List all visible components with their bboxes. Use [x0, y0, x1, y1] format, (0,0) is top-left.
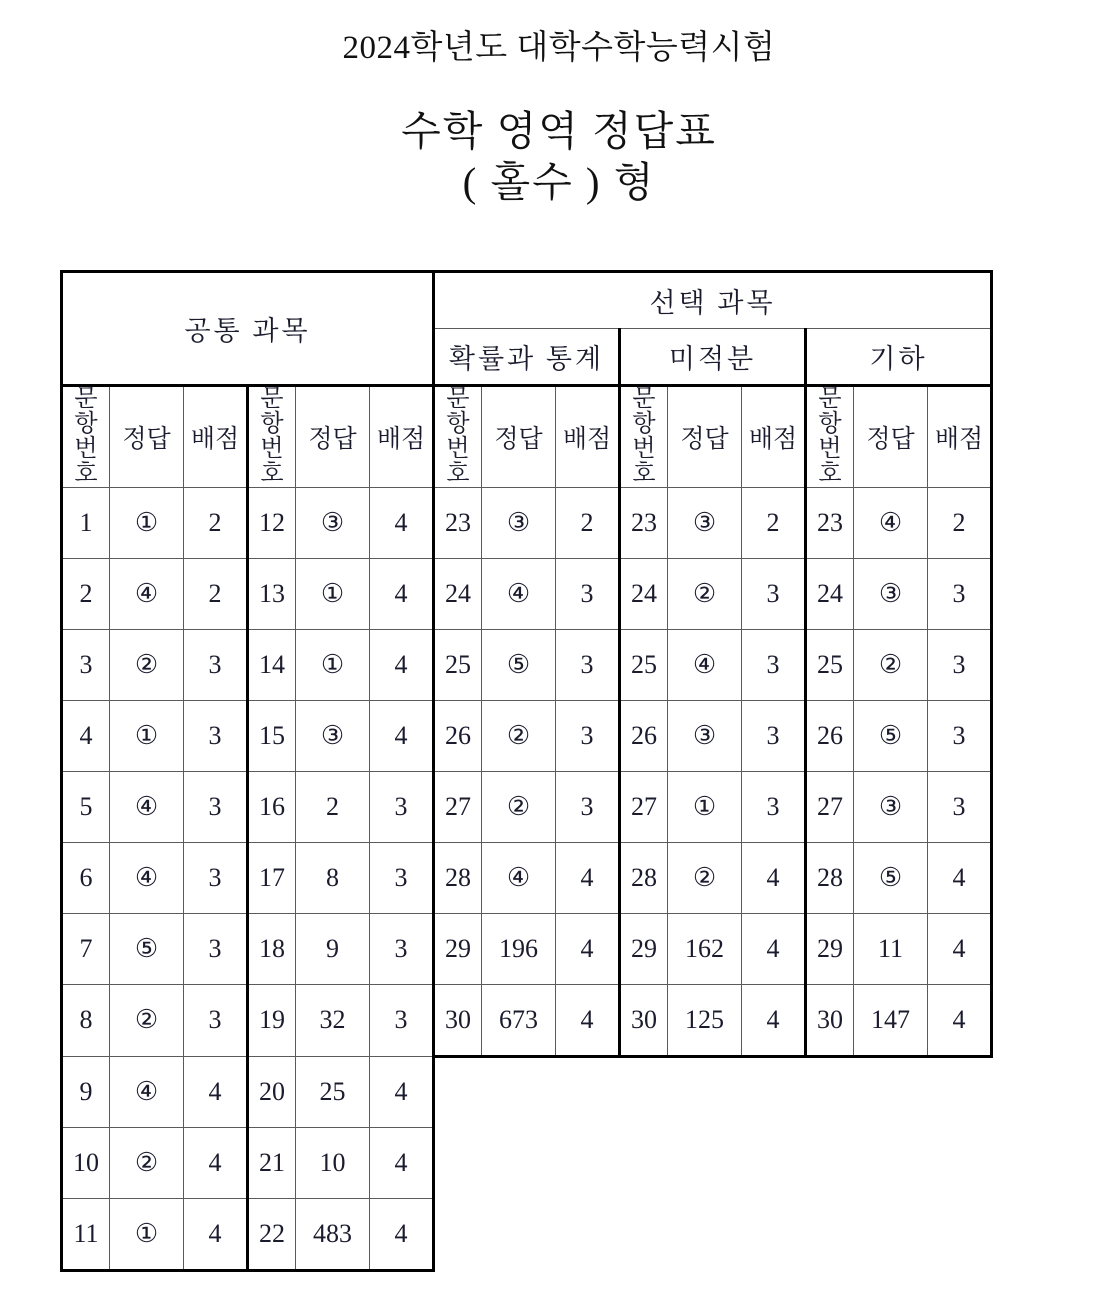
table-row	[62, 487, 992, 558]
col-header-points-calculus: 배점	[742, 386, 806, 488]
cell-question-number: 29	[620, 913, 668, 984]
cell-answer: 673	[482, 984, 556, 1056]
cell-question-number: 13	[248, 558, 296, 629]
subject-header-probability-statistics: 확률과 통계	[434, 329, 620, 386]
cell-question-number: 27	[434, 771, 482, 842]
group-header-row	[62, 272, 992, 329]
cell-points: 2	[742, 487, 806, 558]
empty-filler-area	[434, 1127, 992, 1198]
cell-question-number: 26	[806, 700, 854, 771]
title-block	[0, 0, 1118, 209]
cell-points: 4	[556, 984, 620, 1056]
cell-question-number: 24	[434, 558, 482, 629]
cell-points: 3	[370, 842, 434, 913]
cell-question-number: 10	[62, 1127, 110, 1198]
col-header-line1: 문항	[446, 386, 470, 437]
cell-points: 4	[742, 984, 806, 1056]
col-header-question-number-geometry	[806, 386, 854, 488]
cell-question-number: 28	[806, 842, 854, 913]
cell-points: 2	[184, 487, 248, 558]
cell-answer: ③	[668, 700, 742, 771]
col-header-points-common-b: 배점	[370, 386, 434, 488]
common-subject-group-header: 공통 과목	[62, 272, 434, 386]
cell-question-number: 26	[620, 700, 668, 771]
cell-points: 3	[184, 913, 248, 984]
cell-answer: 10	[296, 1127, 370, 1198]
cell-answer: ④	[668, 629, 742, 700]
cell-question-number: 9	[62, 1056, 110, 1127]
col-header-line1: 문항	[74, 386, 98, 437]
cell-points: 4	[556, 842, 620, 913]
cell-answer: ③	[296, 487, 370, 558]
table-row	[62, 984, 992, 1056]
cell-question-number: 29	[806, 913, 854, 984]
cell-points: 4	[184, 1127, 248, 1198]
cell-points: 4	[370, 1056, 434, 1127]
cell-answer: ⑤	[854, 700, 928, 771]
table-row	[62, 1127, 992, 1198]
col-header-question-number-common-a	[62, 386, 110, 488]
subject-header-geometry: 기하	[806, 329, 992, 386]
cell-points: 3	[184, 771, 248, 842]
cell-question-number: 28	[434, 842, 482, 913]
col-header-question-number-calculus	[620, 386, 668, 488]
cell-points: 4	[928, 984, 992, 1056]
exam-year-title: 2024학년도 대학수학능력시험	[342, 30, 776, 66]
cell-points: 3	[556, 700, 620, 771]
col-header-answer-common-a: 정답	[110, 386, 184, 488]
cell-answer: 125	[668, 984, 742, 1056]
col-header-answer-common-b: 정답	[296, 386, 370, 488]
cell-points: 4	[370, 487, 434, 558]
cell-answer: 162	[668, 913, 742, 984]
cell-points: 4	[184, 1056, 248, 1127]
cell-question-number: 6	[62, 842, 110, 913]
cell-answer: ①	[110, 700, 184, 771]
cell-points: 2	[928, 487, 992, 558]
cell-question-number: 30	[434, 984, 482, 1056]
cell-question-number: 17	[248, 842, 296, 913]
cell-points: 3	[742, 700, 806, 771]
col-header-line2: 번호	[632, 435, 656, 487]
cell-question-number: 30	[620, 984, 668, 1056]
cell-answer: 25	[296, 1056, 370, 1127]
table-row	[62, 629, 992, 700]
cell-answer: ②	[668, 842, 742, 913]
cell-points: 4	[370, 1127, 434, 1198]
cell-question-number: 21	[248, 1127, 296, 1198]
cell-question-number: 25	[806, 629, 854, 700]
cell-question-number: 2	[62, 558, 110, 629]
col-header-line1: 문항	[632, 386, 656, 437]
cell-answer: 11	[854, 913, 928, 984]
empty-filler-area	[434, 1198, 992, 1270]
cell-points: 4	[370, 1198, 434, 1270]
table-row	[62, 1056, 992, 1127]
col-header-points-probability: 배점	[556, 386, 620, 488]
cell-answer: ②	[110, 1127, 184, 1198]
cell-answer: ④	[110, 771, 184, 842]
col-header-question-number-probability	[434, 386, 482, 488]
col-header-answer-probability: 정답	[482, 386, 556, 488]
cell-answer: ①	[296, 629, 370, 700]
cell-points: 4	[184, 1198, 248, 1270]
col-header-line2: 번호	[818, 435, 842, 487]
cell-question-number: 14	[248, 629, 296, 700]
cell-question-number: 27	[620, 771, 668, 842]
cell-question-number: 19	[248, 984, 296, 1056]
cell-question-number: 28	[620, 842, 668, 913]
col-header-line2: 번호	[260, 435, 284, 487]
cell-points: 3	[184, 984, 248, 1056]
table-row	[62, 1198, 992, 1270]
cell-points: 3	[184, 700, 248, 771]
cell-question-number: 24	[620, 558, 668, 629]
cell-question-number: 22	[248, 1198, 296, 1270]
cell-answer: ①	[110, 1198, 184, 1270]
cell-question-number: 29	[434, 913, 482, 984]
col-header-line2: 번호	[74, 435, 98, 487]
cell-points: 4	[928, 842, 992, 913]
cell-points: 3	[556, 558, 620, 629]
cell-question-number: 20	[248, 1056, 296, 1127]
cell-question-number: 8	[62, 984, 110, 1056]
cell-question-number: 24	[806, 558, 854, 629]
cell-question-number: 23	[806, 487, 854, 558]
col-header-question-number-common-b	[248, 386, 296, 488]
cell-question-number: 3	[62, 629, 110, 700]
cell-question-number: 16	[248, 771, 296, 842]
cell-answer: ⑤	[482, 629, 556, 700]
cell-answer: 9	[296, 913, 370, 984]
col-header-answer-calculus: 정답	[668, 386, 742, 488]
cell-question-number: 11	[62, 1198, 110, 1270]
cell-points: 3	[928, 771, 992, 842]
cell-answer: ③	[854, 558, 928, 629]
cell-points: 4	[370, 558, 434, 629]
cell-question-number: 4	[62, 700, 110, 771]
col-header-line1: 문항	[818, 386, 842, 437]
cell-question-number: 30	[806, 984, 854, 1056]
form-type-label: ( 홀수 ) 형	[462, 159, 656, 206]
answer-sheet	[60, 270, 1057, 1272]
cell-question-number: 26	[434, 700, 482, 771]
cell-question-number: 1	[62, 487, 110, 558]
table-row	[62, 558, 992, 629]
cell-answer: 483	[296, 1198, 370, 1270]
cell-answer: ⑤	[854, 842, 928, 913]
cell-answer: ④	[482, 842, 556, 913]
cell-points: 3	[370, 984, 434, 1056]
cell-question-number: 15	[248, 700, 296, 771]
cell-answer: ④	[482, 558, 556, 629]
cell-answer: ③	[668, 487, 742, 558]
cell-answer: ④	[110, 558, 184, 629]
sheet-title: 수학 영역 정답표	[401, 107, 717, 154]
col-header-answer-geometry: 정답	[854, 386, 928, 488]
cell-answer: ④	[854, 487, 928, 558]
cell-points: 4	[742, 842, 806, 913]
cell-points: 3	[556, 629, 620, 700]
cell-points: 3	[370, 771, 434, 842]
cell-points: 3	[184, 629, 248, 700]
cell-answer: ②	[110, 984, 184, 1056]
cell-answer: ⑤	[110, 913, 184, 984]
cell-answer: ①	[110, 487, 184, 558]
cell-points: 3	[742, 629, 806, 700]
cell-answer: 196	[482, 913, 556, 984]
col-header-points-geometry: 배점	[928, 386, 992, 488]
cell-answer: ③	[296, 700, 370, 771]
cell-question-number: 12	[248, 487, 296, 558]
table-row	[62, 700, 992, 771]
cell-question-number: 23	[434, 487, 482, 558]
cell-answer: ①	[296, 558, 370, 629]
cell-points: 3	[928, 558, 992, 629]
cell-answer: 32	[296, 984, 370, 1056]
table-row	[62, 913, 992, 984]
answer-table	[60, 270, 993, 1272]
cell-answer: ④	[110, 842, 184, 913]
cell-answer: ②	[482, 771, 556, 842]
cell-answer: ②	[668, 558, 742, 629]
elective-subject-group-header: 선택 과목	[434, 272, 992, 329]
cell-points: 3	[370, 913, 434, 984]
col-header-points-common-a: 배점	[184, 386, 248, 488]
cell-points: 2	[184, 558, 248, 629]
cell-question-number: 25	[620, 629, 668, 700]
cell-points: 4	[556, 913, 620, 984]
cell-question-number: 7	[62, 913, 110, 984]
table-row	[62, 842, 992, 913]
cell-points: 3	[742, 771, 806, 842]
table-row	[62, 771, 992, 842]
cell-answer: 8	[296, 842, 370, 913]
subject-header-calculus: 미적분	[620, 329, 806, 386]
cell-question-number: 18	[248, 913, 296, 984]
cell-answer: 147	[854, 984, 928, 1056]
cell-answer: ③	[854, 771, 928, 842]
cell-points: 4	[928, 913, 992, 984]
cell-answer: 2	[296, 771, 370, 842]
cell-points: 3	[742, 558, 806, 629]
col-header-line2: 번호	[446, 435, 470, 487]
cell-question-number: 5	[62, 771, 110, 842]
cell-points: 3	[928, 700, 992, 771]
cell-points: 3	[184, 842, 248, 913]
cell-points: 4	[370, 629, 434, 700]
cell-question-number: 23	[620, 487, 668, 558]
cell-points: 3	[928, 629, 992, 700]
cell-points: 3	[556, 771, 620, 842]
column-header-row	[62, 386, 992, 488]
cell-question-number: 25	[434, 629, 482, 700]
cell-answer: ②	[482, 700, 556, 771]
cell-question-number: 27	[806, 771, 854, 842]
cell-answer: ②	[110, 629, 184, 700]
cell-points: 2	[556, 487, 620, 558]
cell-answer: ③	[482, 487, 556, 558]
empty-filler-area	[434, 1056, 992, 1127]
cell-answer: ①	[668, 771, 742, 842]
cell-answer: ④	[110, 1056, 184, 1127]
cell-points: 4	[742, 913, 806, 984]
cell-answer: ②	[854, 629, 928, 700]
col-header-line1: 문항	[260, 386, 284, 437]
cell-points: 4	[370, 700, 434, 771]
